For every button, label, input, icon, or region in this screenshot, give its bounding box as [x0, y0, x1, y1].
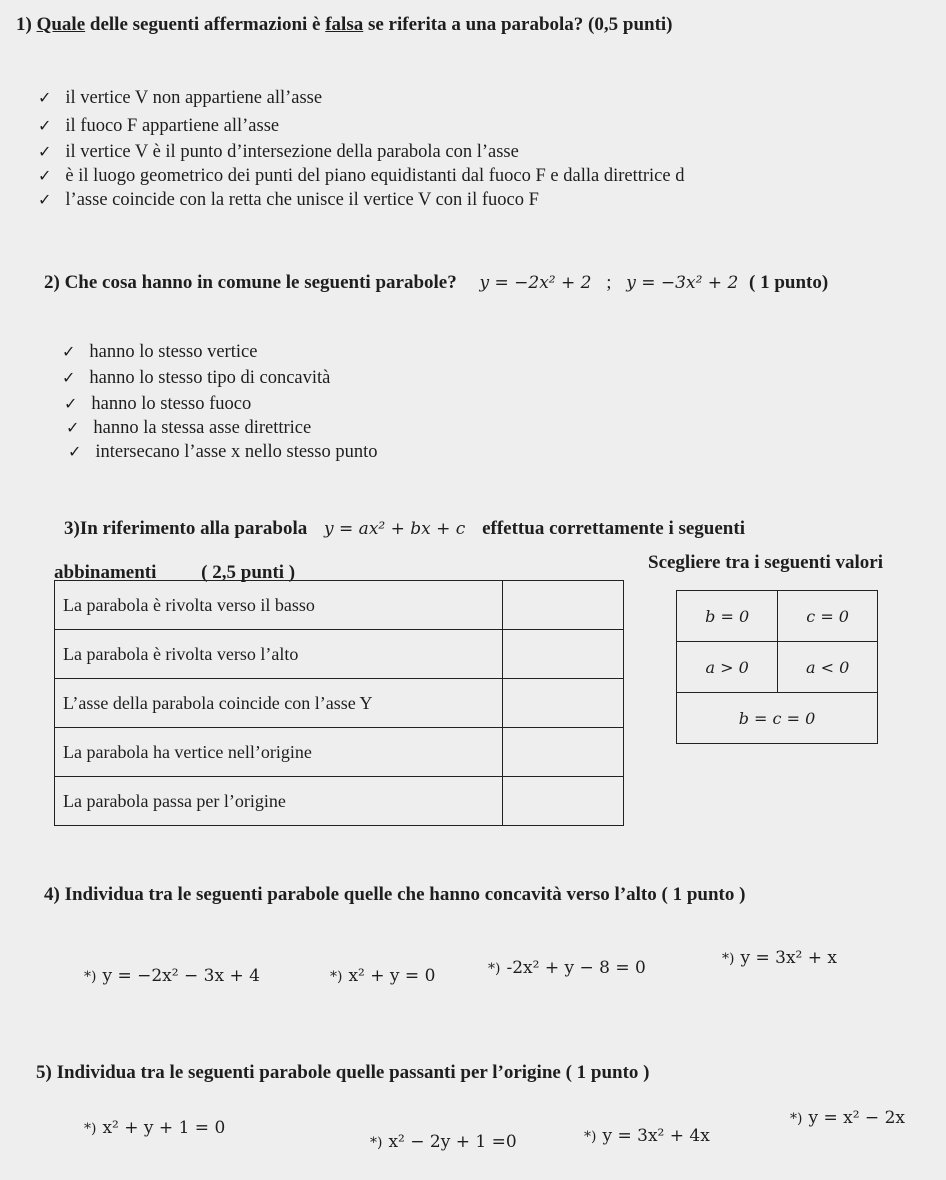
matching-statement: La parabola è rivolta verso il basso [55, 581, 503, 630]
value-cell: b = 0 [677, 591, 778, 642]
q1-option[interactable]: ✓ il fuoco F appartiene all’asse [38, 116, 280, 136]
q5-title: 5) Individua tra le seguenti parabole quelle passanti per l’origine ( 1 punto ) [36, 1062, 650, 1083]
checkmark-icon: ✓ [38, 142, 52, 161]
answer-cell[interactable] [503, 630, 624, 679]
q4-option[interactable]: *) -2x² + y − 8 = 0 [488, 958, 646, 978]
value-cell: c = 0 [778, 591, 878, 642]
matching-statement: La parabola ha vertice nell’origine [55, 728, 503, 777]
q3-choose-label: Scegliere tra i seguenti valori [648, 552, 883, 573]
q5-option[interactable]: *) x² + y + 1 = 0 [84, 1118, 226, 1138]
checkmark-icon: ✓ [68, 442, 82, 461]
table-row [55, 581, 624, 630]
checkmark-icon: ✓ [66, 418, 80, 437]
matching-statement: L’asse della parabola coincide con l’asse Y [55, 679, 503, 728]
answer-cell[interactable] [503, 777, 624, 826]
q5-option[interactable]: *) y = 3x² + 4x [584, 1126, 710, 1146]
checkmark-icon: ✓ [38, 166, 52, 185]
q2-option[interactable]: ✓ hanno lo stesso fuoco [64, 394, 252, 414]
value-cell: b = c = 0 [677, 693, 878, 744]
checkmark-icon: ✓ [38, 116, 52, 135]
answer-cell[interactable] [503, 581, 624, 630]
q1-option[interactable]: ✓ l’asse coincide con la retta che unisce il vertice V con il fuoco F [38, 190, 539, 210]
q4-option[interactable]: *) x² + y = 0 [330, 966, 436, 986]
table-row [55, 630, 624, 679]
q3-subtitle: abbinamenti ( 2,5 punti ) [54, 562, 296, 583]
checkmark-icon: ✓ [38, 88, 52, 107]
value-cell: a > 0 [677, 642, 778, 693]
matching-table [54, 580, 624, 826]
q2-option[interactable]: ✓ intersecano l’asse x nello stesso punto [68, 442, 378, 462]
q4-option[interactable]: *) y = 3x² + x [722, 948, 837, 968]
q1-title: 1) Quale delle seguenti affermazioni è falsa se riferita a una parabola? (0,5 punti) [16, 14, 673, 35]
q1-option[interactable]: ✓ è il luogo geometrico dei punti del piano equidistanti dal fuoco F e dalla direttrice d [38, 166, 685, 186]
matching-statement: La parabola passa per l’origine [55, 777, 503, 826]
q2-option[interactable]: ✓ hanno lo stesso tipo di concavità [62, 368, 331, 388]
q4-option[interactable]: *) y = −2x² − 3x + 4 [84, 966, 260, 986]
table-row [55, 679, 624, 728]
q2-title: 2) Che cosa hanno in comune le seguenti parabole? y = −2x² + 2 ; y = −3x² + 2 ( 1 punto) [44, 272, 829, 293]
answer-cell[interactable] [503, 679, 624, 728]
q2-option[interactable]: ✓ hanno lo stesso vertice [62, 342, 258, 362]
q1-option[interactable]: ✓ il vertice V è il punto d’intersezione della parabola con l’asse [38, 142, 519, 162]
answer-cell[interactable] [503, 728, 624, 777]
q1-option[interactable]: ✓ il vertice V non appartiene all’asse [38, 88, 323, 108]
q5-option[interactable]: *) y = x² − 2x [790, 1108, 905, 1128]
q5-option[interactable]: *) x² − 2y + 1 =0 [370, 1132, 517, 1152]
checkmark-icon: ✓ [38, 190, 52, 209]
q3-title: 3)In riferimento alla parabola y = ax² + bx + c effettua correttamente i seguenti [64, 518, 745, 539]
table-row [55, 777, 624, 826]
value-cell: a < 0 [778, 642, 878, 693]
q2-option[interactable]: ✓ hanno la stessa asse direttrice [66, 418, 312, 438]
table-row [55, 728, 624, 777]
values-table [676, 590, 878, 744]
matching-statement: La parabola è rivolta verso l’alto [55, 630, 503, 679]
q4-title: 4) Individua tra le seguenti parabole quelle che hanno concavità verso l’alto ( 1 punto ) [44, 884, 746, 905]
checkmark-icon: ✓ [62, 368, 76, 387]
checkmark-icon: ✓ [64, 394, 78, 413]
checkmark-icon: ✓ [62, 342, 76, 361]
